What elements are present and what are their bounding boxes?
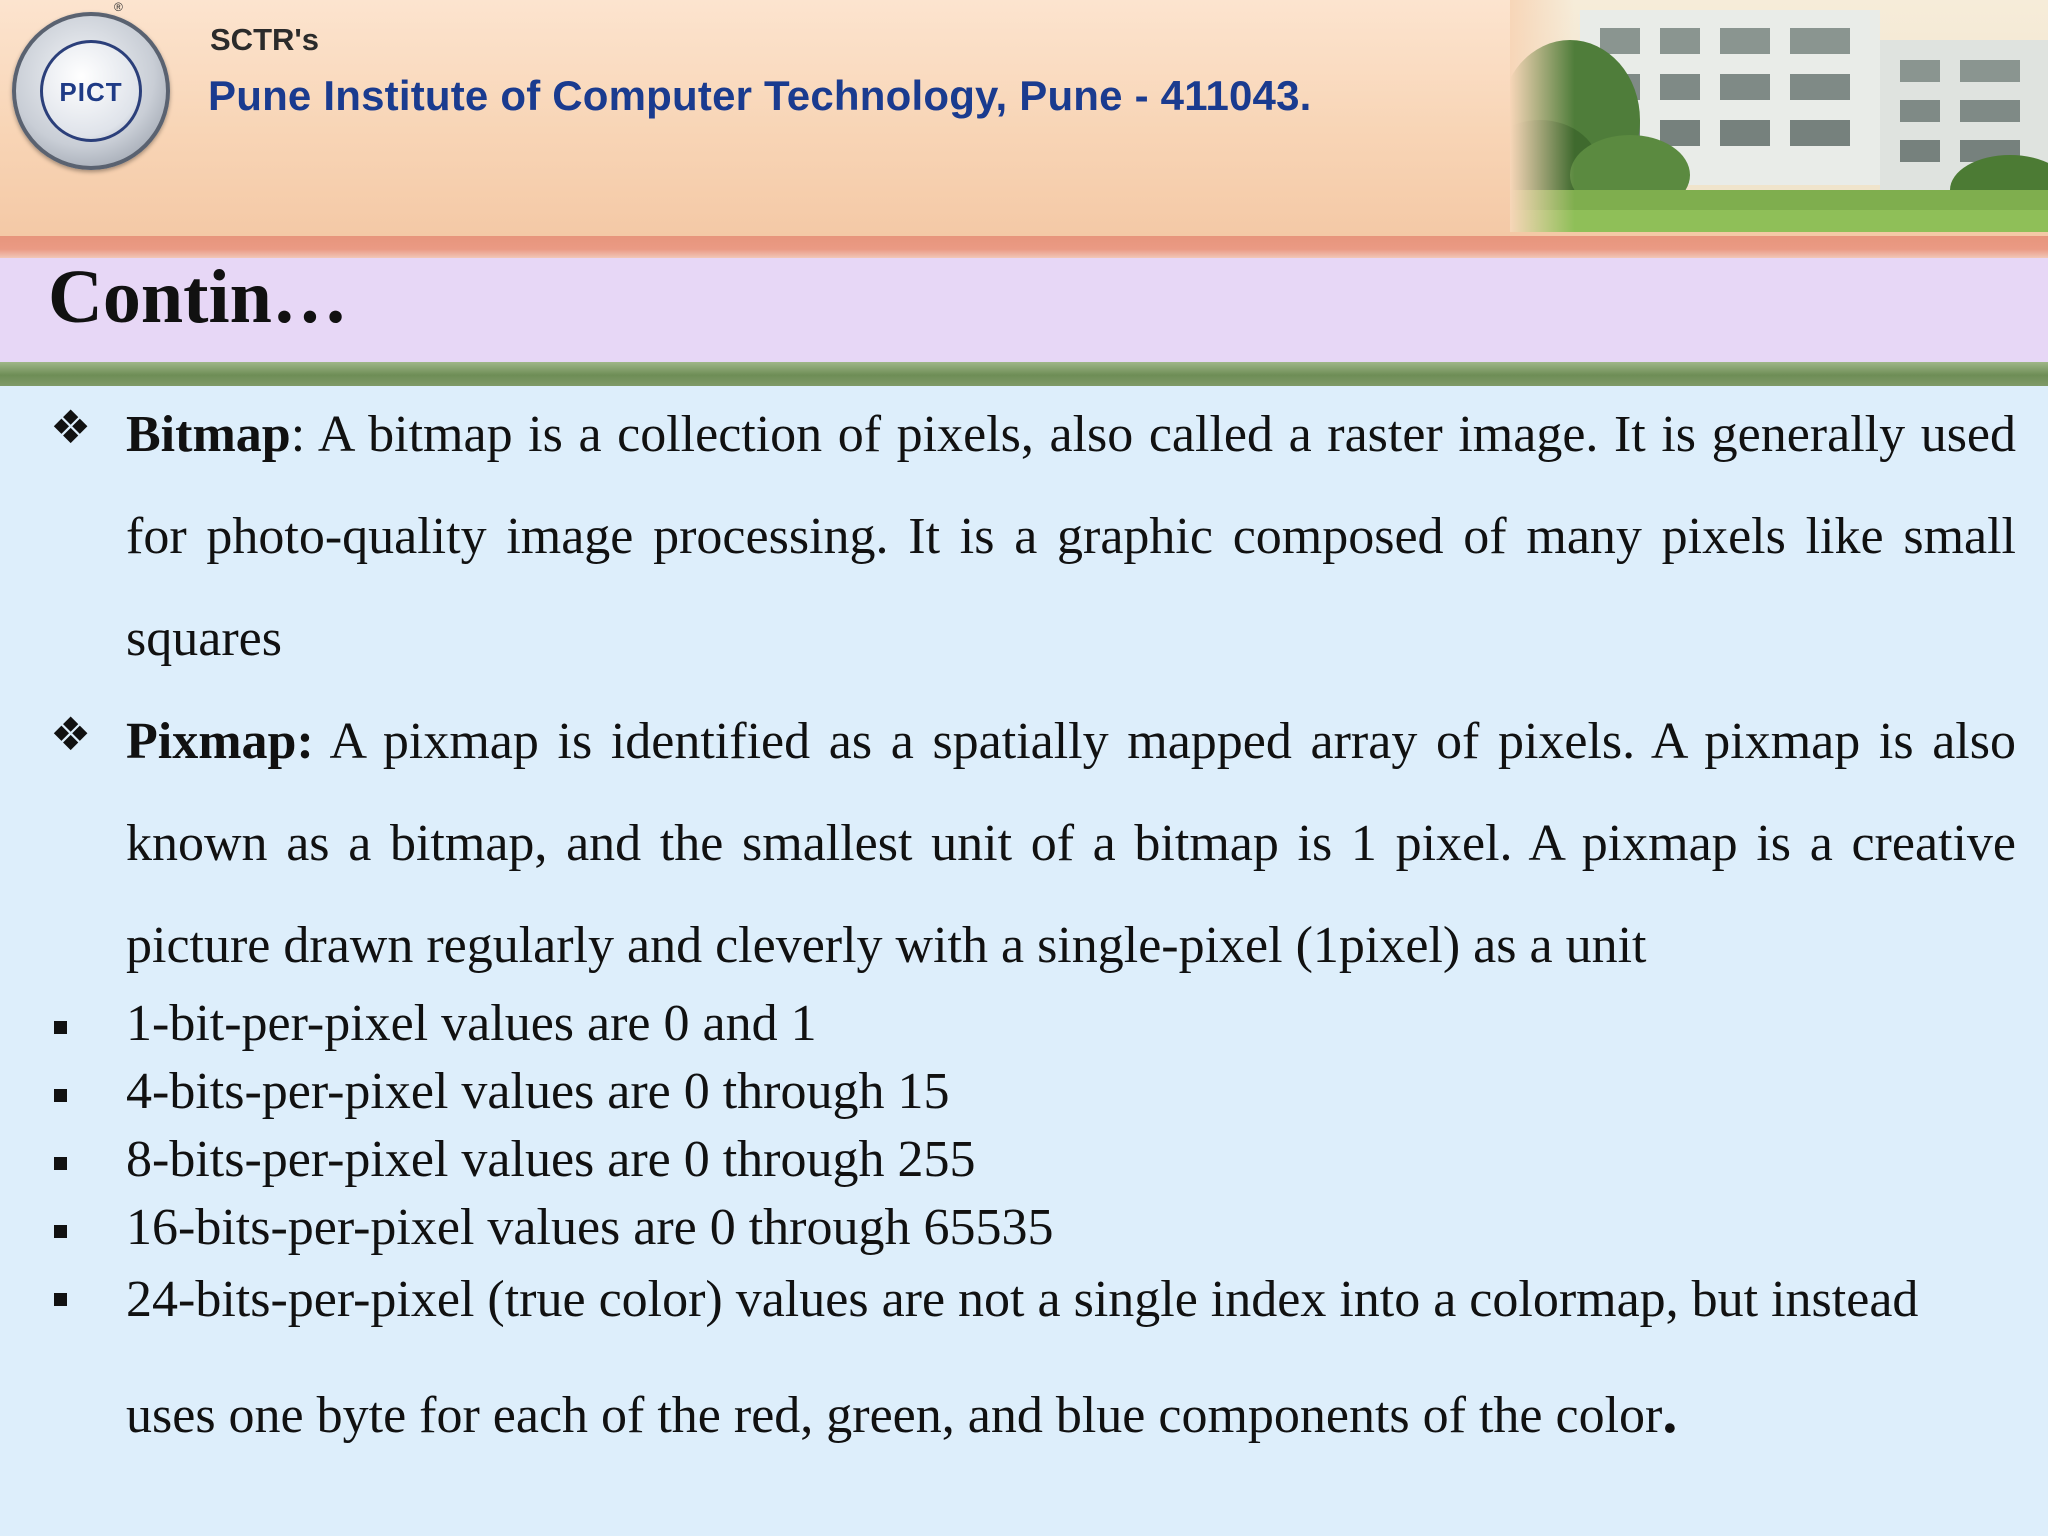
square-bullet-icon	[54, 1089, 67, 1102]
list-item: 16-bits-per-pixel values are 0 through 65535	[126, 1199, 1054, 1256]
header-banner	[0, 0, 2048, 236]
bitmap-paragraph	[126, 384, 2016, 690]
title-divider	[0, 362, 2048, 386]
logo-text: PICT	[59, 77, 123, 107]
bitmap-term: Bitmap	[126, 406, 291, 463]
square-bullet-icon	[54, 1293, 67, 1306]
diamond-bullet-icon: ❖	[50, 707, 92, 761]
institute-logo	[12, 12, 170, 170]
pixmap-paragraph	[126, 691, 2016, 997]
org-abbreviation: SCTR's	[210, 22, 319, 57]
pixmap-separator	[314, 713, 330, 770]
square-bullet-icon	[54, 1021, 67, 1034]
pixmap-text: A pixmap is identified as a spatially mapped array of pixels. A pixmap is also known as a bitmap, and the smallest unit of a bitmap is 1 pixel. A pixmap is a creative picture drawn regularly and cleverly with a single-pixel (1pixel) as a unit	[126, 713, 2016, 974]
list-item-text: 24-bits-per-pixel (true color) values are not a single index into a colormap, but instead uses one byte for each of the red, green, and blue components of the color	[126, 1271, 1919, 1444]
bitmap-separator: :	[290, 406, 318, 463]
pixmap-term: Pixmap:	[126, 713, 314, 770]
list-item: 8-bits-per-pixel values are 0 through 255	[126, 1131, 976, 1188]
logo-emblem	[40, 40, 142, 142]
list-item: 1-bit-per-pixel values are 0 and 1	[126, 995, 817, 1052]
org-name: Pune Institute of Computer Technology, Pune - 411043.	[208, 72, 1312, 119]
square-bullet-icon	[54, 1157, 67, 1170]
slide-title: Contin…	[48, 255, 348, 339]
diamond-bullet-icon: ❖	[50, 400, 92, 454]
final-period: .	[1662, 1379, 1678, 1445]
list-item: 4-bits-per-pixel values are 0 through 15	[126, 1063, 950, 1120]
registered-mark: ®	[114, 0, 123, 14]
list-item	[126, 1244, 2006, 1472]
square-bullet-icon	[54, 1225, 67, 1238]
bitmap-text: A bitmap is a collection of pixels, also called a raster image. It is generally used for photo-quality image processing. It is a graphic composed of many pixels like small squares	[126, 406, 2017, 667]
campus-building-photo	[1510, 0, 2048, 232]
